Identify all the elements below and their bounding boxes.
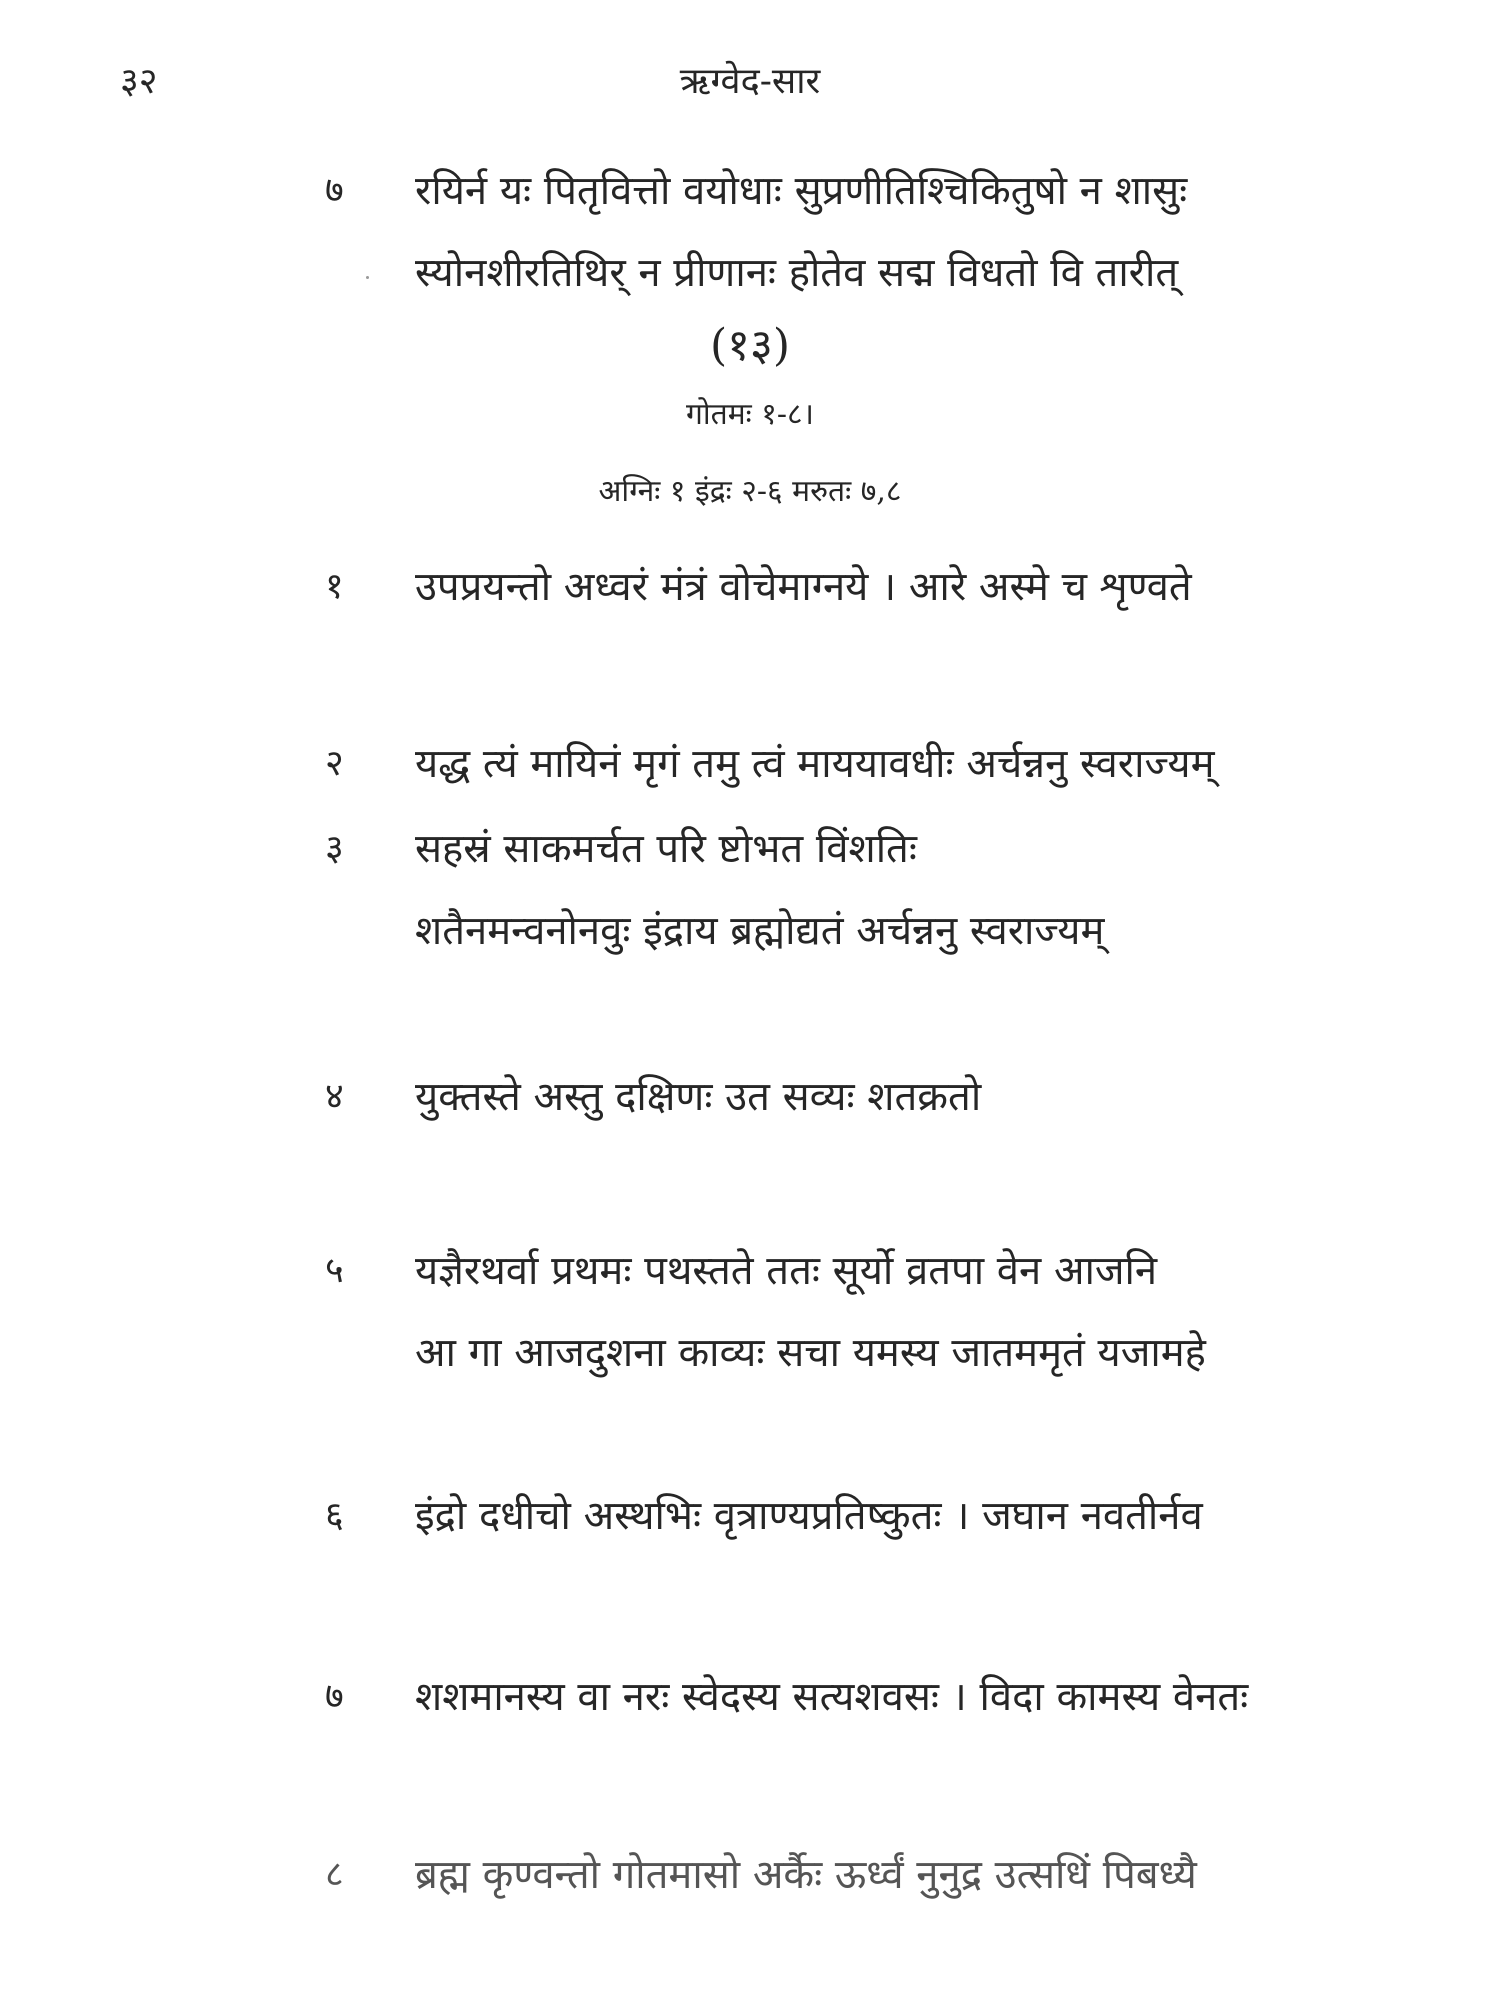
verse-line: उपप्रयन्तो अध्वरं मंत्रं वोचेमाग्नये । आरे अस्मे च शृण्वते bbox=[415, 564, 1192, 610]
verse-line: सहस्रं साकमर्चत परि ष्टोभत विंशतिः bbox=[415, 826, 917, 872]
page-number: ३२ bbox=[120, 61, 158, 102]
verse-line: यद्ध त्यं मायिनं मृगं तमु त्वं माययावधीः अर्चन्ननु स्वराज्यम् bbox=[415, 741, 1215, 787]
verse-number: २ bbox=[325, 743, 344, 784]
hymn-devata: अग्निः १ इंद्रः २-६ मरुतः ७,८ bbox=[598, 474, 902, 509]
verse-line: स्योनशीरतिथिर् न प्रीणानः होतेव सद्म विधतो वि तारीत् bbox=[415, 250, 1179, 296]
hymn-number: (१३) bbox=[709, 320, 791, 371]
verse-number: ७ bbox=[325, 170, 344, 211]
verse-line: शशमानस्य वा नरः स्वेदस्य सत्यशवसः । विदा कामस्य वेनतः bbox=[415, 1674, 1249, 1720]
verse-number: ८ bbox=[325, 1854, 344, 1895]
verse-line: आ गा आजदुशना काव्यः सचा यमस्य जातममृतं यजामहे bbox=[415, 1330, 1206, 1376]
hymn-rishi: गोतमः १-८। bbox=[685, 397, 814, 432]
verse-line: रयिर्न यः पितृवित्तो वयोधाः सुप्रणीतिश्चिकितुषो न शासुः bbox=[415, 168, 1188, 214]
verse-number: ६ bbox=[325, 1495, 344, 1536]
verse-number: ५ bbox=[325, 1250, 344, 1291]
verse-line: ब्रह्म कृण्वन्तो गोतमासो अर्कैः ऊर्ध्वं नुनुद्र उत्सधिं पिबध्यै bbox=[415, 1852, 1197, 1898]
verse-number: ३ bbox=[325, 828, 344, 869]
verse-number: १ bbox=[325, 566, 344, 607]
verse-number: ७ bbox=[325, 1676, 344, 1717]
verse-line: युक्तस्ते अस्तु दक्षिणः उत सव्यः शतक्रतो bbox=[415, 1074, 982, 1120]
running-title: ऋग्वेद-सार bbox=[679, 61, 821, 102]
verse-line: यज्ञैरथर्वा प्रथमः पथस्तते ततः सूर्यो व्रतपा वेन आजनि bbox=[415, 1248, 1158, 1294]
verse-number: ४ bbox=[325, 1076, 344, 1117]
print-speck bbox=[366, 276, 369, 279]
verse-line: शतैनमन्वनोनवुः इंद्राय ब्रह्मोद्यतं अर्चन्ननु स्वराज्यम् bbox=[415, 908, 1105, 954]
verse-line: इंद्रो दधीचो अस्थभिः वृत्राण्यप्रतिष्कुतः । जघान नवतीर्नव bbox=[415, 1493, 1203, 1539]
